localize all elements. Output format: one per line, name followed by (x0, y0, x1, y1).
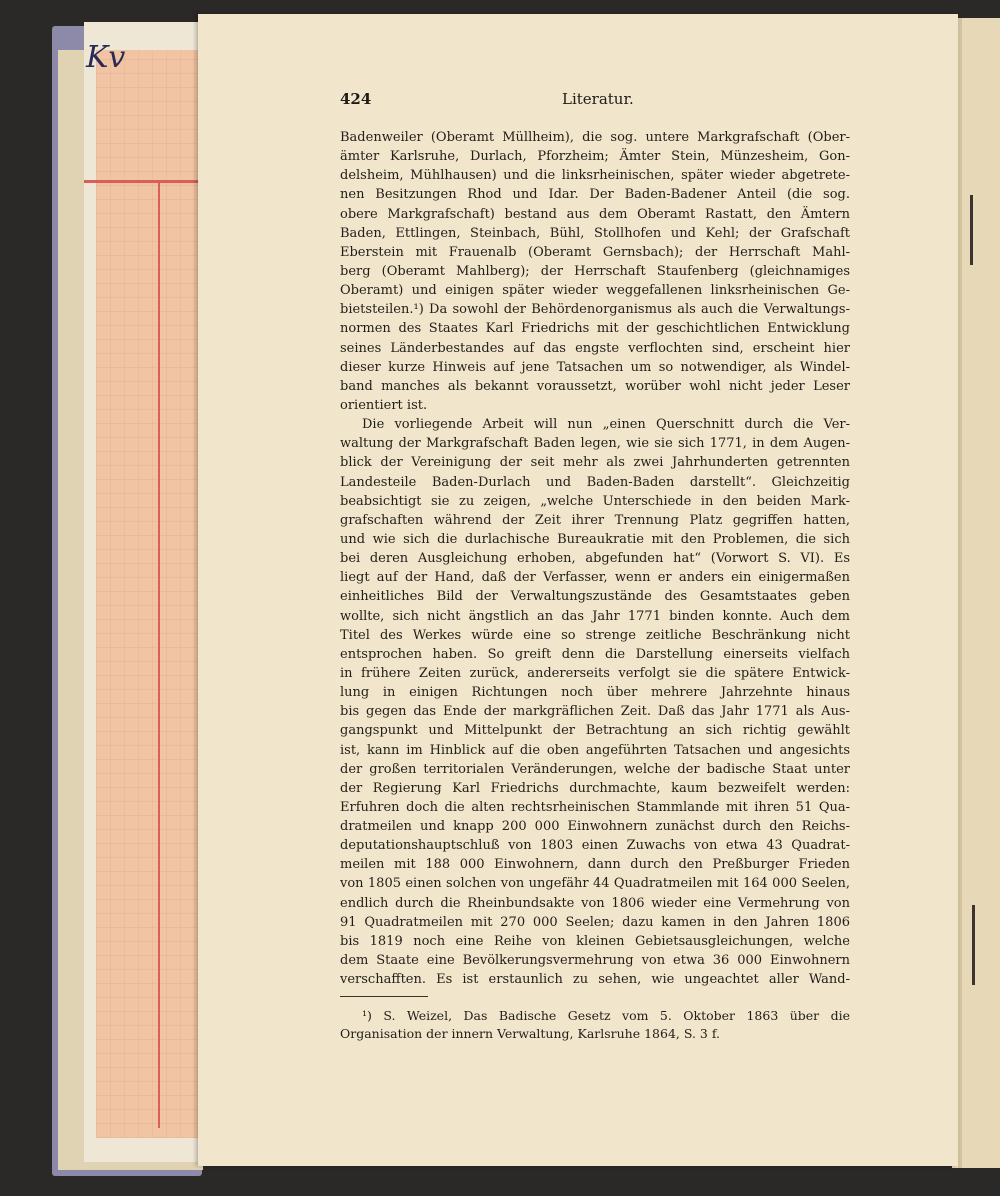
text-line: der Regierung Karl Friedrichs durchmachte, kaum bezweifelt werden: (340, 780, 850, 796)
page-number: 424 (340, 90, 372, 108)
text-line: bis gegen das Ende der markgräflichen Zeit. Daß das Jahr 1771 als Aus- (340, 704, 850, 720)
text-line: blick der Vereinigung der seit mehr als zwei Jahrhunderten getrennten (340, 455, 850, 471)
handwritten-note: Kv (86, 40, 126, 75)
text-line: waltung der Markgrafschaft Baden legen, wie sie sich 1771, in dem Augen- (340, 436, 850, 452)
footnote-line: Organisation der innern Verwaltung, Karlsruhe 1864, S. 3 f. (340, 1026, 721, 1041)
text-line: Baden, Ettlingen, Steinbach, Bühl, Stollhofen und Kehl; der Grafschaft (340, 225, 850, 241)
text-line: entsprochen haben. So greift denn die Darstellung einerseits vielfach (340, 646, 850, 662)
text-line: liegt auf der Hand, daß der Verfasser, wenn er anders ein einigermaßen (340, 570, 850, 586)
next-page-fold (958, 18, 962, 1168)
text-line: der großen territorialen Veränderungen, welche der badische Staat unter (340, 761, 850, 777)
text-line: grafschaften während der Zeit ihrer Trennung Platz gegriffen hatten, (340, 512, 850, 528)
text-line: verschafften. Es ist erstaunlich zu sehen, wie ungeachtet aller Wand- (340, 972, 850, 988)
footnote (340, 1007, 850, 1043)
text-line: Eberstein mit Frauenalb (Oberamt Gernsbach); der Herrschaft Mahl- (340, 244, 850, 260)
body-text (340, 128, 850, 989)
text-line: bis 1819 noch eine Reihe von kleinen Gebietsausgleichungen, welche (340, 933, 850, 949)
text-line: deputationshauptschluß von 1803 einen Zuwachs von etwa 43 Quadrat- (340, 838, 850, 854)
text-line: delsheim, Mühlhausen) und die linksrheinischen, später wieder abgetrete- (340, 168, 850, 184)
text-line: Landesteile Baden-Durlach und Baden-Baden darstellt“. Gleichzeitig (340, 474, 850, 490)
text-line: dratmeilen und knapp 200 000 Einwohnern zunächst durch den Reichs- (340, 819, 850, 835)
text-line: ämter Karlsruhe, Durlach, Pforzheim; Ämter Stein, Münzesheim, Gon- (340, 149, 850, 165)
footnote-rule (340, 996, 428, 997)
text-line: gangspunkt und Mittelpunkt der Betrachtung an sich richtig gewählt (340, 723, 850, 739)
text-line: in frühere Zeiten zurück, andererseits verfolgt sie die spätere Entwick- (340, 665, 850, 681)
text-line: endlich durch die Rheinbundsakte von 1806 wieder eine Vermehrung von (340, 895, 850, 911)
text-line: orientiert ist. (340, 397, 428, 413)
binding-thread (972, 905, 975, 985)
text-line: beabsichtigt sie zu zeigen, „welche Unterschiede in den beiden Mark- (340, 493, 850, 509)
text-line: nen Besitzungen Rhod und Idar. Der Baden-Badener Anteil (die sog. (340, 187, 850, 203)
text-line: berg (Oberamt Mahlberg); der Herrschaft Staufenberg (gleichnamiges (340, 263, 850, 279)
text-line: bietsteilen.¹) Da sowohl der Behördenorganismus als auch die Verwaltungs- (340, 302, 850, 318)
text-line: Oberamt) und einigen später wieder weggefallenen linksrheinischen Ge- (340, 283, 850, 299)
text-line: obere Markgrafschaft) bestand aus dem Oberamt Rastatt, den Ämtern (340, 206, 850, 222)
text-line: einheitliches Bild der Verwaltungszustände des Gesamtstaates geben (340, 589, 850, 605)
text-line: wollte, sich nicht ängstlich an das Jahr 1771 binden konnte. Auch dem (340, 608, 850, 624)
text-line: band manches als bekannt voraussetzt, worüber wohl nicht jeder Leser (340, 378, 850, 394)
text-line: 91 Quadratmeilen mit 270 000 Seelen; dazu kamen in den Jahren 1806 (340, 914, 850, 930)
text-line: meilen mit 188 000 Einwohnern, dann durch den Preßburger Frieden (340, 857, 850, 873)
text-line: lung in einigen Richtungen noch über mehrere Jahrzehnte hinaus (340, 685, 850, 701)
text-line: Erfuhren doch die alten rechtsrheinischen Stammlande mit ihren 51 Qua- (340, 799, 850, 815)
page-header (340, 90, 850, 114)
ledger-red-rule-vertical (158, 183, 160, 1128)
footnote-line: ¹) S. Weizel, Das Badische Gesetz vom 5. Oktober 1863 über die (362, 1008, 850, 1023)
text-line: seines Länderbestandes auf das engste verflochten sind, erscheint hier (340, 340, 850, 356)
running-title: Literatur. (562, 90, 634, 108)
text-line: dieser kurze Hinweis auf jene Tatsachen um so notwendiger, als Windel- (340, 359, 850, 375)
ledger-sheet (96, 50, 206, 1138)
text-line: von 1805 einen solchen von ungefähr 44 Quadratmeilen mit 164 000 Seelen, (340, 876, 850, 892)
ledger-red-rule-horizontal (84, 180, 204, 183)
binding-thread (970, 195, 973, 265)
text-line: ist, kann im Hinblick auf die oben angeführten Tatsachen und angesichts (340, 742, 850, 758)
text-line: bei deren Ausgleichung erhoben, abgefunden hat“ (Vorwort S. VI). Es (340, 551, 850, 567)
text-line: Titel des Werkes würde eine so strenge zeitliche Beschränkung nicht (340, 627, 850, 643)
text-line: normen des Staates Karl Friedrichs mit der geschichtlichen Entwicklung (340, 321, 850, 337)
text-line: Badenweiler (Oberamt Müllheim), die sog. untere Markgrafschaft (Ober- (340, 130, 850, 145)
text-line: und wie sich die durlachische Bureaukratie mit den Problemen, die sich (340, 531, 850, 547)
text-line: Die vorliegende Arbeit will nun „einen Querschnitt durch die Ver- (362, 417, 850, 433)
text-line: dem Staate eine Bevölkerungsvermehrung von etwa 36 000 Einwohnern (340, 953, 850, 969)
